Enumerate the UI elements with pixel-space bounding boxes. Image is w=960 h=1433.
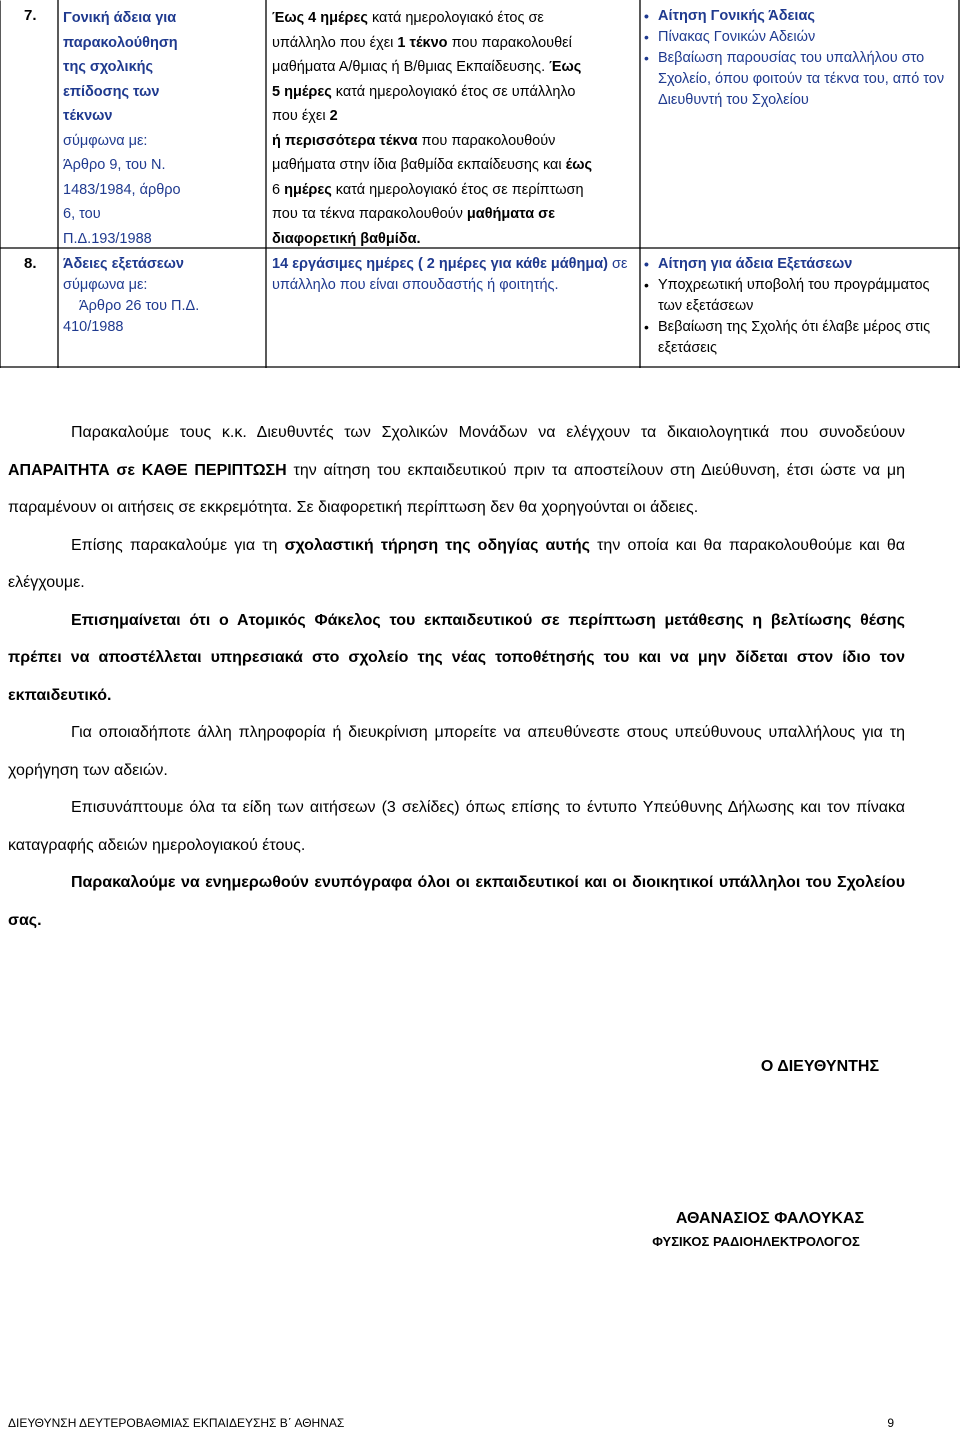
legal-basis-line: 1483/1984, άρθρο	[63, 181, 181, 198]
footer-organization: ΔΙΕΥΘΥΝΣΗ ΔΕΥΤΕΡΟΒΑΘΜΙΑΣ ΕΚΠΑΙΔΕΥΣΗΣ Β΄ ΑΘΗΝΑΣ	[8, 1416, 345, 1430]
document-item: • Υποχρεωτική υποβολή του προγράμματος των εξετάσεων	[642, 275, 956, 317]
duration-text: Έως 5 ημέρες	[272, 59, 582, 100]
paragraph-text: Επίσης παρακαλούμε για τη	[71, 536, 285, 554]
leave-type-cell	[63, 254, 263, 338]
document-item: • Πίνακας Γονικών Αδειών	[642, 27, 956, 48]
legal-basis-line: Άρθρο 9, του Ν.	[63, 157, 166, 173]
paragraph-notify-staff: Παρακαλούμε να ενημερωθούν ενυπόγραφα όλοι οι εκπαιδευτικοί και οι διοικητικοί υπάλληλοι του Σχολείου σας.	[8, 874, 905, 929]
leave-title-line: τέκνων	[63, 108, 113, 124]
paragraph-info-contact: Για οποιαδήποτε άλλη πληροφορία ή διευκρίνιση μπορείτε να απευθύνεστε στους υπεύθυνους υπαλλήλους για τη χορήγηση των αδειών.	[8, 724, 905, 779]
row-number: 7.	[24, 7, 37, 24]
leave-title-line: επίδοσης των	[63, 83, 160, 100]
paragraph-emphasis: ΑΠΑΡΑΙΤΗΤΑ σε ΚΑΘΕ ΠΕΡΙΠΤΩΣΗ	[8, 461, 287, 479]
paragraph-text: την οποία και θα παρακολουθούμε και θα ελέγχουμε.	[8, 536, 906, 591]
leave-title-line: Γονική άδεια για	[63, 10, 177, 26]
legal-basis-line: σύμφωνα με:	[63, 132, 148, 149]
page-number: 9	[887, 1416, 894, 1430]
duration-text: ή περισσότερα τέκνα	[272, 132, 418, 149]
duration-text: κατά ημερολογιακό έτος σε περίπτωση που τα τέκνα παρακολουθούν	[272, 181, 584, 222]
paragraph-emphasis: σχολαστική τήρηση της οδηγίας αυτής	[284, 536, 590, 554]
signature-role: Ο ΔΙΕΥΘΥΝΤΗΣ	[760, 1058, 880, 1075]
duration-text: 2	[329, 108, 338, 124]
legal-basis-line: σύμφωνα με:	[63, 277, 148, 293]
duration-cell	[272, 254, 636, 296]
legal-basis-line: Άρθρο 26 του Π.Δ.	[79, 298, 200, 314]
document-item: • Βεβαίωση της Σχολής ότι έλαβε μέρος στις εξετάσεις	[642, 317, 956, 359]
duration-text: μαθήματα σε διαφορετική βαθμίδα.	[272, 206, 555, 247]
leave-title-line: παρακολούθηση	[63, 34, 178, 51]
document-item: • Βεβαίωση παρουσίας του υπαλλήλου στο Σχολείο, όπου φοιτούν τα τέκνα του, από τον Διευθυντή του Σχολείου	[642, 48, 956, 111]
duration-text: έως	[565, 157, 592, 173]
paragraph-attachments: Επισυνάπτουμε όλα τα είδη των αιτήσεων (3 σελίδες) όπως επίσης το έντυπο Υπεύθυνης Δήλωσης και τον πίνακα καταγραφής αδειών ημερολογιακού έτους.	[8, 799, 905, 854]
body-text	[8, 414, 905, 939]
legal-basis-line: 6, του	[63, 206, 101, 222]
signature-title: ΦΥΣΙΚΟΣ ΡΑΔΙΟΗΛΕΚΤΡΟΛΟΓΟΣ	[652, 1234, 860, 1249]
duration-text: Έως 4 ημέρες	[272, 10, 368, 26]
duration-text: κατά ημερολογιακό έτος σε υπάλληλο που έχει	[272, 83, 576, 124]
legal-basis-line: 410/1988	[63, 319, 124, 335]
leave-type-cell	[63, 6, 263, 251]
duration-text: που παρακολουθούν μαθήματα στην ίδια βαθμίδα εκπαίδευσης και	[272, 132, 566, 173]
documents-cell	[642, 254, 956, 359]
duration-cell	[272, 6, 592, 251]
paragraph-strict-compliance	[8, 527, 905, 602]
documents-cell	[642, 6, 956, 111]
duration-text: 1 τέκνο	[397, 34, 448, 51]
document-item: • Αίτηση Γονικής Άδειας	[642, 6, 956, 27]
paragraph-text: την αίτηση του εκπαιδευτικού πριν τα αποστείλουν στη Διεύθυνση, έτσι ώστε να μη παραμένουν οι αιτήσεις σε εκκρεμότητα. Σε διαφορετική περίπτωση δεν θα χορηγούνται οι άδειες.	[8, 461, 906, 516]
leave-title-line: της σχολικής	[63, 59, 154, 75]
leave-title-line: Άδειες εξετάσεων	[63, 256, 184, 272]
paragraph-personal-file: Επισημαίνεται ότι ο Ατομικός Φάκελος του εκπαιδευτικού σε περίπτωση μετάθεσης η βελτίωσης θέσης πρέπει να αποστέλλεται υπηρεσιακά στο σχολείο της νέας τοποθέτησής του και να μην δίδεται στον ίδιο τον εκπαιδευτικό.	[8, 611, 905, 704]
duration-text: που παρακολουθεί μαθήματα Α/θμιας ή Β/θμιας Εκπαίδευσης.	[272, 34, 572, 75]
row-number: 8.	[24, 255, 37, 272]
paragraph-text: Παρακαλούμε τους κ.κ. Διευθυντές των Σχολικών Μονάδων να ελέγχουν τα δικαιολογητικά που συνοδεύουν	[71, 424, 905, 441]
document-item: • Αίτηση για άδεια Εξετάσεων	[642, 254, 956, 275]
duration-text: ημέρες	[284, 181, 332, 198]
duration-text: κατά ημερολογιακό έτος σε υπάλληλο που έχει	[272, 10, 544, 51]
signature-name: ΑΘΑΝΑΣΙΟΣ ΦΑΛΟΥΚΑΣ	[675, 1210, 865, 1227]
paragraph-check-documents	[8, 414, 905, 527]
legal-basis-line: Π.Δ.193/1988	[63, 230, 152, 247]
duration-text: 14 εργάσιμες ημέρες ( 2 ημέρες για κάθε μάθημα)	[272, 256, 608, 272]
duration-text: σε υπάλληλο που είναι σπουδαστής ή φοιτητής.	[272, 256, 628, 293]
page-footer	[8, 1416, 894, 1430]
duration-text: 6	[272, 181, 285, 198]
